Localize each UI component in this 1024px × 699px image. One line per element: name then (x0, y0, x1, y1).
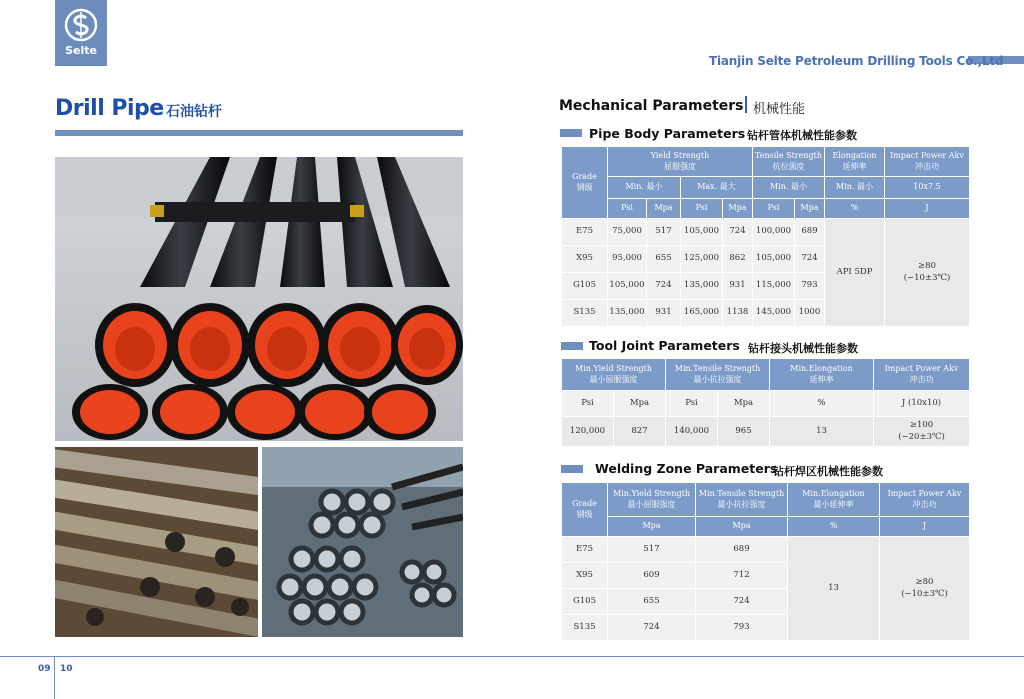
wz-yield-header: Min.Yield Strength 最小屈服强度 (608, 483, 696, 517)
page-number-right: 10 (60, 664, 73, 674)
unit-cell: J (885, 199, 970, 219)
footer-line (0, 656, 1024, 657)
table-cell: 793 (795, 273, 825, 300)
unit-cell: Mpa (795, 199, 825, 219)
unit-cell: Psi (681, 199, 723, 219)
table-cell: 655 (608, 589, 696, 615)
unit-cell: % (788, 517, 880, 537)
section-marker (560, 129, 582, 137)
table-cell: 13 (770, 417, 874, 447)
table-cell: 931 (647, 300, 681, 327)
tj-elongation-header: Min.Elongation 延伸率 (770, 359, 874, 391)
wz-tensile-header: Min.Tensile Strength 最小抗拉强度 (696, 483, 788, 517)
table-cell: 1000 (795, 300, 825, 327)
table-cell: 135,000 (608, 300, 647, 327)
unit-cell: Psi (562, 391, 614, 417)
company-logo (55, 0, 107, 66)
pipe-body-title-cn: 钻杆管体机械性能参数 (747, 129, 857, 142)
table-cell: 931 (723, 273, 753, 300)
table-cell: S135 (562, 300, 608, 327)
table-cell: 689 (795, 219, 825, 246)
wz-impact-value: ≥80 (−10±3℃) (880, 537, 970, 641)
page-number-separator (54, 657, 55, 699)
table-cell: 862 (723, 246, 753, 273)
elongation-value: API 5DP (825, 219, 885, 327)
table-cell: G105 (562, 273, 608, 300)
table-cell: 724 (696, 589, 788, 615)
tool-joint-title: Tool Joint Parameters (589, 338, 740, 353)
unit-cell: % (825, 199, 885, 219)
unit-cell: Mpa (723, 199, 753, 219)
grade-header: Grade 钢级 (562, 147, 608, 219)
table-cell: X95 (562, 246, 608, 273)
table-cell: 793 (696, 615, 788, 641)
yield-strength-header: Yield Strength 屈服强度 (608, 147, 753, 177)
table-cell: 135,000 (681, 273, 723, 300)
welding-zone-table (561, 482, 970, 641)
unit-cell: J (10x10) (874, 391, 970, 417)
unit-cell: Psi (753, 199, 795, 219)
impact-header: Impact Power Akv 冲击功 (885, 147, 970, 177)
pipe-body-title: Pipe Body Parameters (589, 126, 746, 141)
table-cell: 115,000 (753, 273, 795, 300)
table-cell: 140,000 (666, 417, 718, 447)
drill-pipe-stack-photo (55, 157, 463, 441)
unit-cell: Mpa (696, 517, 788, 537)
tj-impact-value: ≥100 (−20±3℃) (874, 417, 970, 447)
table-row (562, 219, 970, 246)
page-title-cn: 石油钻杆 (166, 104, 222, 120)
wz-grade-header: Grade 钢级 (562, 483, 608, 537)
table-cell: 120,000 (562, 417, 614, 447)
page-number-left: 09 (38, 664, 51, 674)
table-cell: 517 (647, 219, 681, 246)
tensile-min-subheader: Min. 最小 (753, 177, 825, 199)
unit-cell: Psi (608, 199, 647, 219)
pipe-yard-photo (262, 447, 463, 637)
table-cell: 125,000 (681, 246, 723, 273)
table-cell: 724 (795, 246, 825, 273)
mechanical-parameters-title-cn: 机械性能 (753, 102, 806, 117)
unit-cell: % (770, 391, 874, 417)
yield-min-subheader: Min. 最小 (608, 177, 681, 199)
welding-zone-title: Welding Zone Parameters (595, 461, 778, 476)
table-cell: 100,000 (753, 219, 795, 246)
table-cell: 75,000 (608, 219, 647, 246)
selte-logo-icon (64, 8, 98, 42)
table-cell: 95,000 (608, 246, 647, 273)
table-cell: 724 (723, 219, 753, 246)
title-separator (745, 96, 747, 113)
welding-zone-title-cn: 钻杆焊区机械性能参数 (773, 465, 883, 478)
impact-size-subheader: 10x7.5 (885, 177, 970, 199)
table-cell: 517 (608, 537, 696, 563)
table-cell: E75 (562, 537, 608, 563)
table-cell: 105,000 (753, 246, 795, 273)
table-cell: 655 (647, 246, 681, 273)
unit-cell: Mpa (647, 199, 681, 219)
table-cell: X95 (562, 563, 608, 589)
wz-elongation-header: Min.Elongation 最小延伸率 (788, 483, 880, 517)
table-cell: 105,000 (681, 219, 723, 246)
table-cell: 609 (608, 563, 696, 589)
yield-max-subheader: Max. 最大 (681, 177, 753, 199)
pipe-threads-photo (55, 447, 258, 637)
tj-tensile-header: Min.Tensile Strength 最小抗拉强度 (666, 359, 770, 391)
table-cell: 827 (614, 417, 666, 447)
wz-impact-header: Impact Power Akv 冲击功 (880, 483, 970, 517)
elongation-header: Elongation 延伸率 (825, 147, 885, 177)
section-marker (561, 465, 583, 473)
table-cell: 165,000 (681, 300, 723, 327)
unit-cell: Psi (666, 391, 718, 417)
page-title: Drill Pipe (55, 96, 164, 121)
unit-cell: Mpa (718, 391, 770, 417)
tj-impact-header: Impact Power Akv 冲击功 (874, 359, 970, 391)
wz-elongation-value: 13 (788, 537, 880, 641)
table-cell: E75 (562, 219, 608, 246)
unit-cell: Mpa (614, 391, 666, 417)
tensile-strength-header: Tensile Strength 抗拉强度 (753, 147, 825, 177)
table-cell: 105,000 (608, 273, 647, 300)
pipe-body-table (561, 146, 970, 327)
title-underline (55, 130, 463, 136)
table-cell: 1138 (723, 300, 753, 327)
unit-cell: J (880, 517, 970, 537)
table-cell: 145,000 (753, 300, 795, 327)
mechanical-parameters-title: Mechanical Parameters (559, 98, 744, 114)
unit-cell: Mpa (608, 517, 696, 537)
table-cell: 724 (608, 615, 696, 641)
table-row (562, 417, 970, 447)
table-cell: 712 (696, 563, 788, 589)
table-row (562, 537, 970, 563)
elong-min-subheader: Min. 最小 (825, 177, 885, 199)
tj-yield-header: Min.Yield Strength 最小屈服强度 (562, 359, 666, 391)
table-cell: G105 (562, 589, 608, 615)
table-cell: 724 (647, 273, 681, 300)
table-cell: 965 (718, 417, 770, 447)
table-cell: 689 (696, 537, 788, 563)
tool-joint-title-cn: 钻杆接头机械性能参数 (748, 342, 858, 355)
company-name: Tianjin Selte Petroleum Drilling Tools Co.,Ltd (709, 54, 1004, 68)
table-cell: S135 (562, 615, 608, 641)
section-marker (561, 342, 583, 350)
impact-value: ≥80 (−10±3℃) (885, 219, 970, 327)
tool-joint-table (561, 358, 970, 447)
logo-text: Selte (65, 44, 97, 57)
